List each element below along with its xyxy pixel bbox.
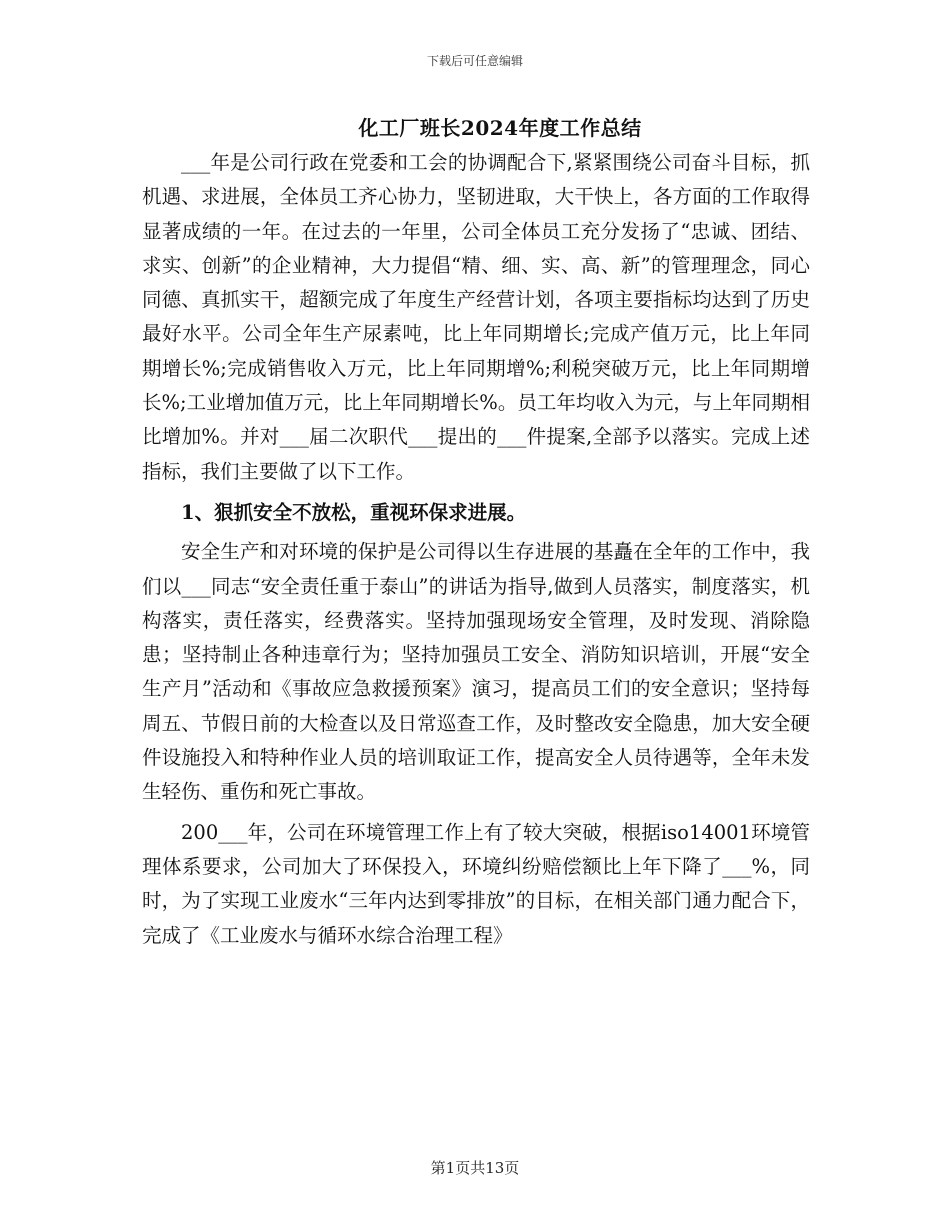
header-note: 下载后可任意编辑 xyxy=(426,54,523,68)
paragraph-environment: 200___年，公司在环境管理工作上有了较大突破，根据iso14001环境管理体系要求，公司加大了环保投入，环境纠纷赔偿额比上年下降了___%，同时，为了实现工业废水“三年内达到零排放”的目标，在相关部门通力配合下，完成了《工业废水与循环水综合治理工程》 xyxy=(142,820,810,947)
document-title: 化工厂班长2024年度工作总结 xyxy=(358,116,642,140)
paragraph-safety: 安全生产和对环境的保护是公司得以生存进展的基矗在全年的工作中，我们以___同志“安全责任重于泰山”的讲话为指导,做到人员落实，制度落实，机构落实，责任落实，经费落实。坚持加强现场安全管理，及时发现、消除隐患；坚持制止各种违章行为；坚持加强员工安全、消防知识培训，开展“安全生产月”活动和《事故应急救援预案》演习，提高员工们的安全意识；坚持每周五、节假日前的大检查以及日常巡查工作，及时整改安全隐患，加大安全硬件设施投入和特种作业人员的培训取证工作，提高安全人员待遇等，全年未发生轻伤、重伤和死亡事故。 xyxy=(142,540,810,804)
section-heading: 1、狠抓安全不放松，重视环保求进展。 xyxy=(181,500,527,524)
document-body xyxy=(142,146,810,953)
paragraph-intro: ___年是公司行政在党委和工会的协调配合下,紧紧围绕公司奋斗目标，抓机遇、求进展，全体员工齐心协力，坚韧进取，大干快上，各方面的工作取得显著成绩的一年。在过去的一年里，公司全体员工充分发扬了“忠诚、团结、求实、创新”的企业精神，大力提倡“精、细、实、高、新”的管理理念，同心同德、真抓实干，超额完成了年度生产经营计划，各项主要指标均达到了历史最好水平。公司全年生产尿素吨，比上年同期增长;完成产值万元，比上年同期增长%;完成销售收入万元，比上年同期增%;利税突破万元，比上年同期增长%;工业增加值万元，比上年同期增长%。员工年均收入为元，与上年同期相比增加%。并对___届二次职代___提出的___件提案,全部予以落实。完成上述指标，我们主要做了以下工作。 xyxy=(142,151,810,483)
page-number: 第1页共13页 xyxy=(430,1159,520,1177)
